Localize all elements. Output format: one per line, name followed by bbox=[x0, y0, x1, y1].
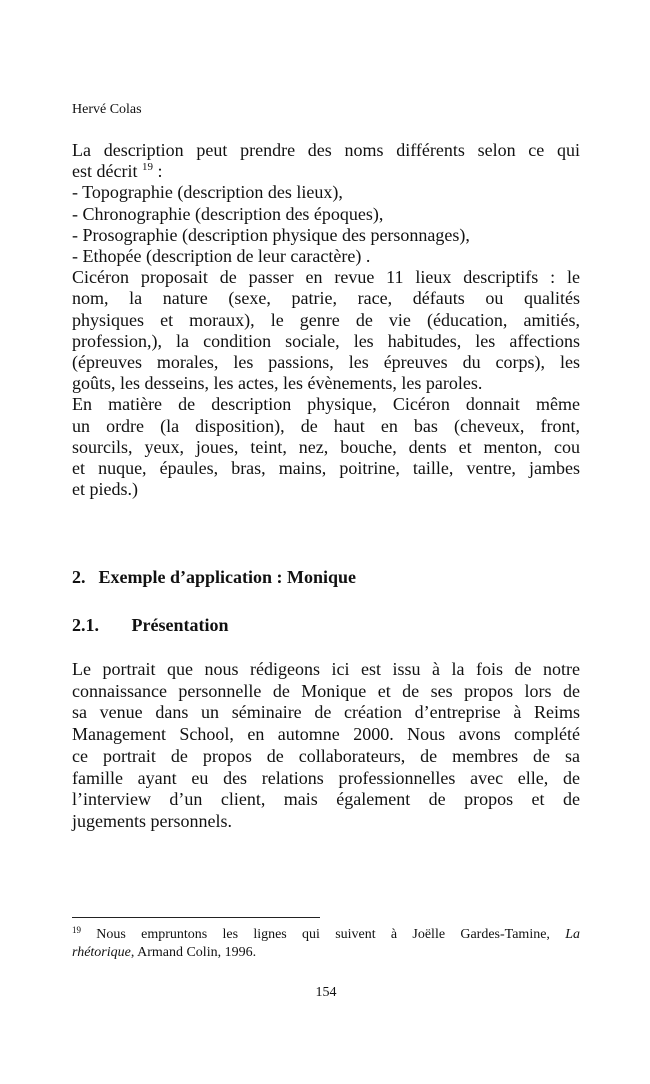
subsection-heading bbox=[72, 614, 228, 636]
footnote-line: rhétorique, Armand Colin, 1996. bbox=[72, 945, 257, 960]
paragraph-line: connaissance personnelle de Monique et de ses propos lors de bbox=[72, 680, 580, 701]
page-number: 154 bbox=[315, 985, 337, 1000]
footnote bbox=[72, 926, 580, 962]
description-section bbox=[72, 140, 580, 500]
footnote-reference[interactable]: 19 bbox=[141, 161, 153, 174]
paragraph-line: jugements personnels. bbox=[72, 810, 232, 831]
subsection-title: Présentation bbox=[131, 615, 229, 635]
presentation-paragraph bbox=[72, 659, 580, 833]
paragraph-line: Management School, en automne 2000. Nous avons complété bbox=[72, 724, 580, 745]
paragraph-line: ce portrait de propos de collaborateurs, de membres de sa bbox=[72, 745, 580, 766]
paragraph-line: un ordre (la disposition), de haut en bas (cheveux, front, bbox=[72, 415, 580, 436]
section-number: 2. bbox=[72, 567, 86, 587]
footnote-number: 19 bbox=[72, 925, 81, 935]
paragraph-line: En matière de description physique, Cicéron donnait même bbox=[72, 394, 580, 415]
running-head-author: Hervé Colas bbox=[72, 102, 142, 117]
subsection-number: 2.1. bbox=[72, 615, 99, 635]
section-title: Exemple d’application : Monique bbox=[98, 567, 357, 587]
section-heading bbox=[72, 566, 356, 588]
paragraph-line: l’interview d’un client, mais également de propos et de bbox=[72, 789, 580, 810]
footnote-line: $^{19}$ Nous empruntons les lignes qui suivent à Joëlle Gardes-Tamine, La bbox=[72, 925, 580, 942]
paragraph-line: et nuque, épaules, bras, mains, poitrine, taille, ventre, jambes bbox=[72, 458, 580, 479]
paragraph-line: est décrit $^{19}$ : bbox=[72, 161, 163, 182]
paragraph-line: nom, la nature (sexe, patrie, race, défauts ou qualités bbox=[72, 288, 580, 309]
list-item: - Chronographie (description des époques), bbox=[72, 203, 384, 224]
paragraph-line: La description peut prendre des noms différents selon ce qui bbox=[72, 140, 580, 160]
footnote-book-title: La bbox=[565, 927, 580, 942]
paragraph-line: et pieds.) bbox=[72, 479, 138, 500]
footnote-separator bbox=[72, 917, 320, 918]
paragraph-line: profession,), la condition sociale, les habitudes, les affections bbox=[72, 330, 580, 351]
paragraph-line: goûts, les desseins, les actes, les évènements, les paroles. bbox=[72, 373, 483, 394]
list-item: - Topographie (description des lieux), bbox=[72, 182, 343, 203]
paragraph-line: (épreuves morales, les passions, les épreuves du corps), les bbox=[72, 352, 580, 373]
paragraph-line: physiques et moraux), le genre de vie (éducation, amitiés, bbox=[72, 309, 580, 330]
footnote-book-title: rhétorique bbox=[72, 945, 131, 960]
paragraph-line: sa venue dans un séminaire de création d’entreprise à Reims bbox=[72, 702, 580, 723]
list-item: - Prosographie (description physique des personnages), bbox=[72, 224, 470, 245]
paragraph-line: Cicéron proposait de passer en revue 11 lieux descriptifs : le bbox=[72, 267, 580, 288]
list-item: - Ethopée (description de leur caractère) . bbox=[72, 246, 371, 267]
paragraph-line: famille ayant eu des relations professionnelles avec elle, de bbox=[72, 767, 580, 788]
paragraph-line: Le portrait que nous rédigeons ici est issu à la fois de notre bbox=[72, 659, 580, 679]
paragraph-line: sourcils, yeux, joues, teint, nez, bouche, dents et menton, cou bbox=[72, 436, 580, 457]
